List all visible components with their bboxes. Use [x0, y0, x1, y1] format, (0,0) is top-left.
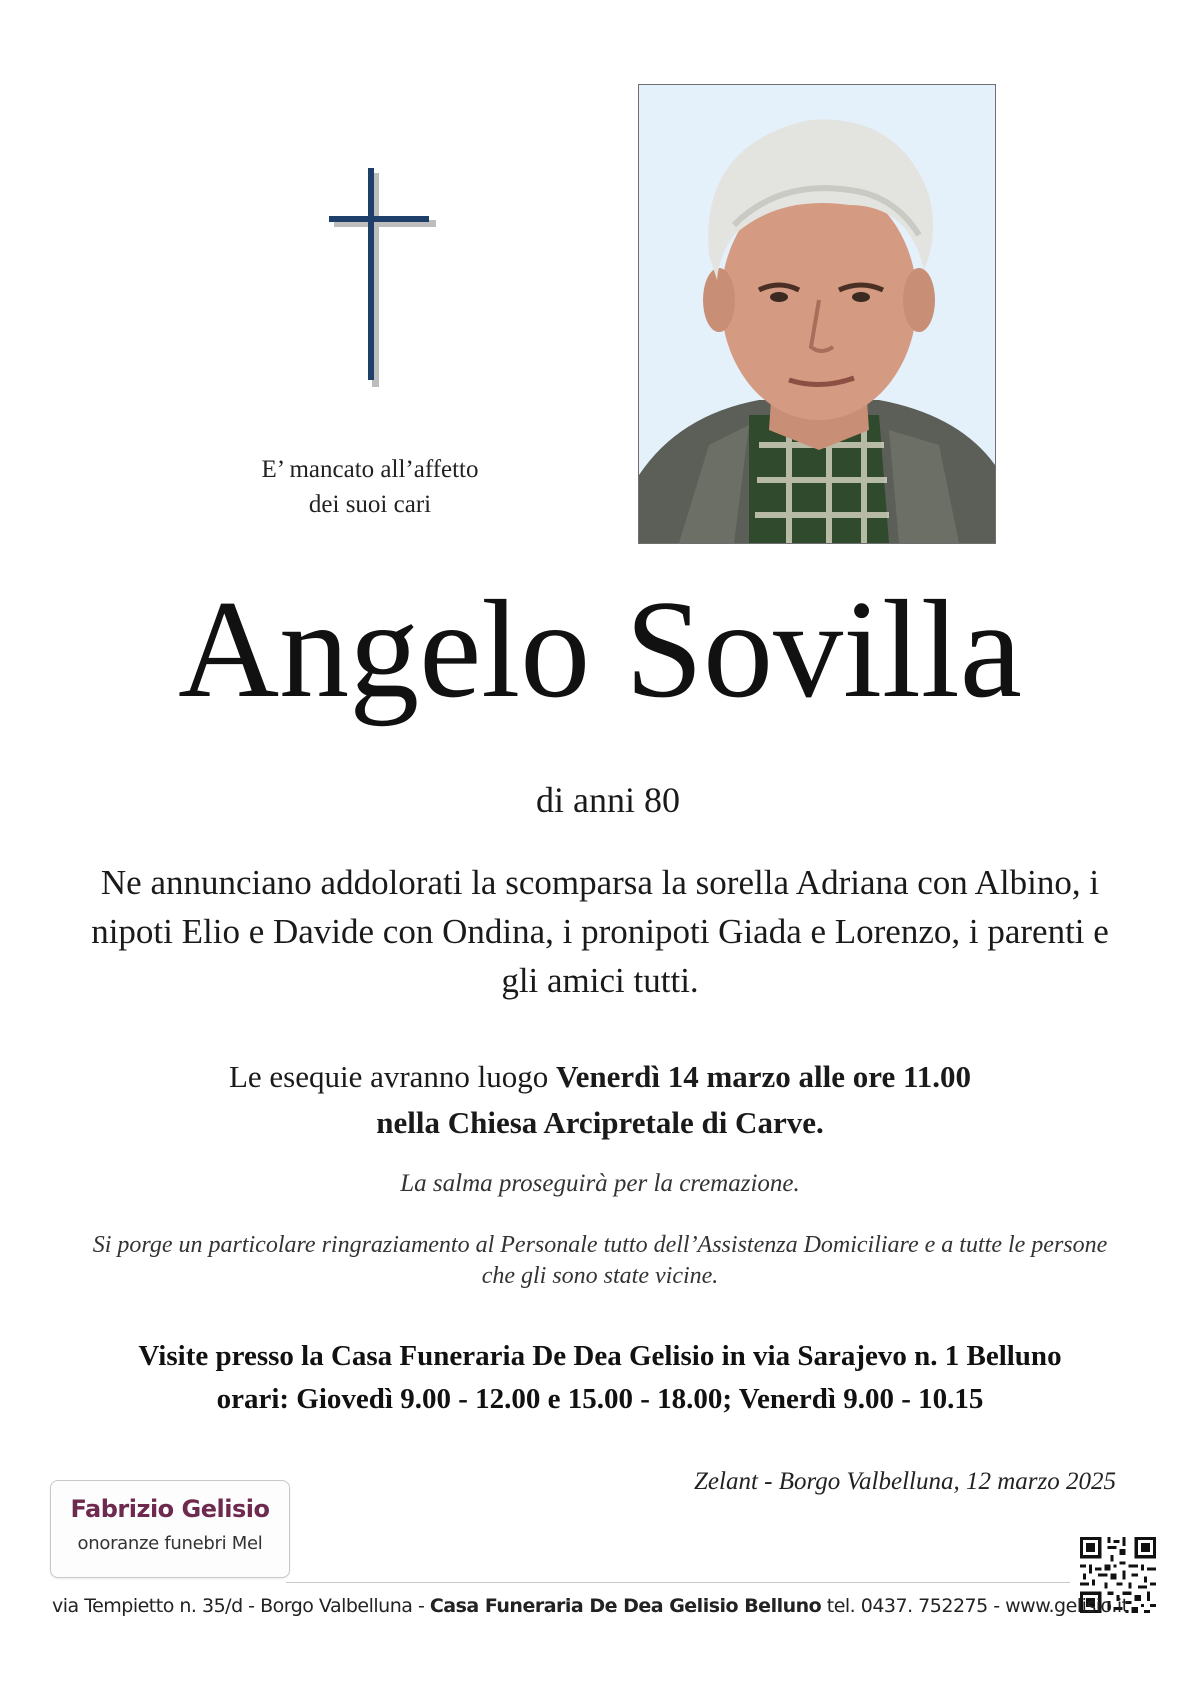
place-date: Zelant - Borgo Valbelluna, 12 marzo 2025	[694, 1468, 1116, 1495]
logo-brand: Fabrizio Gelisio	[70, 1495, 270, 1523]
funeral-date-time: Venerdì 14 marzo alle ore 11.00	[556, 1059, 972, 1094]
footer-funeral-home: Casa Funeraria De Dea Gelisio Belluno	[429, 1595, 822, 1617]
logo-subtitle: onoranze funebri Mel	[77, 1533, 263, 1554]
intro-line-1: E’ mancato all’affetto	[261, 456, 479, 483]
visits-location: Visite presso la Casa Funeraria De Dea Gelisio in via Sarajevo n. 1 Belluno	[138, 1340, 1062, 1372]
cross-icon	[326, 168, 436, 390]
deceased-age: di anni 80	[536, 780, 680, 820]
deceased-name: Angelo Sovilla	[178, 572, 1022, 727]
footer-contacts	[52, 1592, 1129, 1620]
intro-line-2: dei suoi cari	[308, 491, 432, 518]
thanks-note: Si porge un particolare ringraziamento al Personale tutto dell’Assistenza Domiciliare e a tutte le persone che gli sono state vicine.	[92, 1232, 1108, 1289]
intro-text	[190, 452, 550, 522]
portrait-photo	[638, 84, 996, 544]
footer-address: via Tempietto n. 35/d - Borgo Valbelluna -	[52, 1595, 430, 1617]
cremation-note: La salma proseguirà per la cremazione.	[400, 1170, 800, 1197]
visits-info	[40, 1335, 1160, 1421]
funeral-home-logo	[50, 1480, 290, 1578]
funeral-prefix: Le esequie avranno luogo	[228, 1059, 557, 1094]
visits-hours: orari: Giovedì 9.00 - 12.00 e 15.00 - 18.00; Venerdì 9.00 - 10.15	[216, 1383, 984, 1415]
funeral-info	[90, 1054, 1110, 1146]
footer-divider	[286, 1582, 1070, 1583]
announcement-text: Ne annunciano addolorati la scomparsa la sorella Adriana con Albino, i nipoti Elio e Davide con Ondina, i pronipoti Giada e Lorenzo, i parenti e gli amici tutti.	[91, 863, 1109, 1000]
funeral-location: nella Chiesa Arcipretale di Carve.	[376, 1105, 824, 1140]
footer-phone-website[interactable]: tel. 0437. 752275 - www.gelisio.it	[821, 1595, 1129, 1617]
